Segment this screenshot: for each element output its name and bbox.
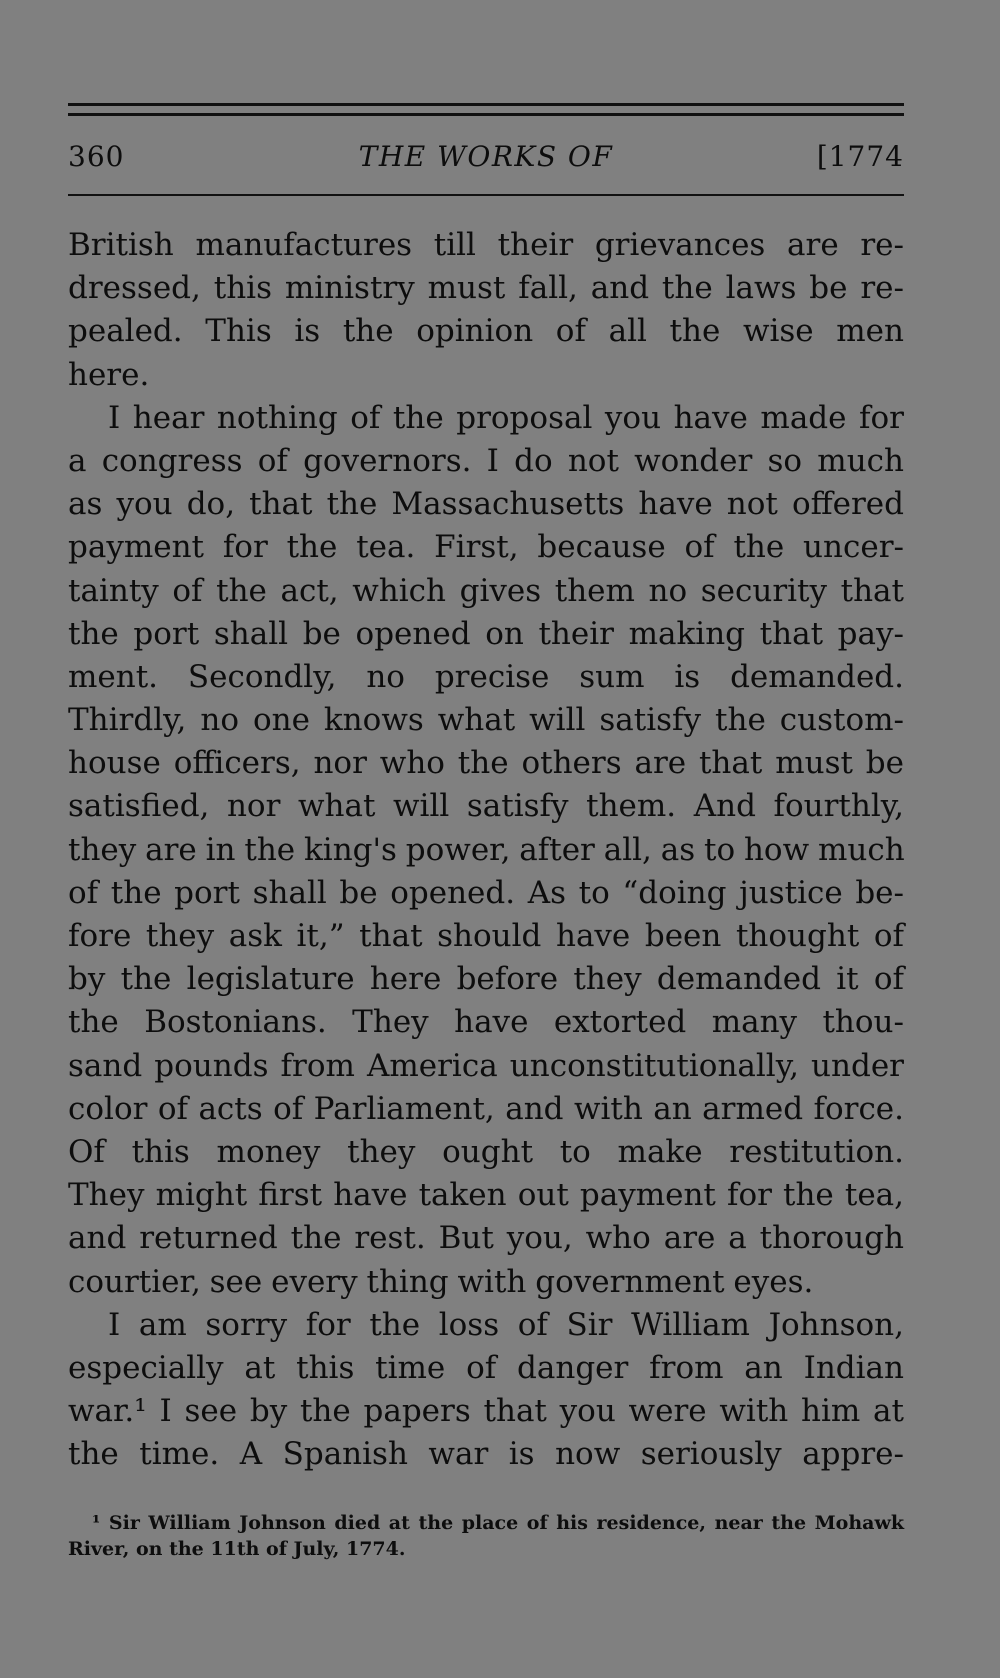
text-line: Of this money they ought to make restitution.: [68, 1133, 904, 1170]
running-title: THE WORKS OF: [358, 140, 614, 173]
text-line: color of acts of Parliament, and with an armed force.: [68, 1090, 904, 1127]
footnote-line: River, on the 11th of July, 1774.: [68, 1538, 406, 1560]
text-line: by the legislature here before they demanded it of: [68, 961, 904, 998]
text-line: courtier, see every thing with government eyes.: [68, 1263, 814, 1300]
text-line: sand pounds from America unconstitutionally, under: [68, 1047, 904, 1084]
text-line: payment for the tea. First, because of the uncer-: [68, 529, 904, 566]
text-line: the Bostonians. They have extorted many thou-: [68, 1004, 904, 1041]
text-line: dressed, this ministry must fall, and the laws be re-: [68, 270, 904, 307]
text-line: British manufactures till their grievances are re-: [68, 227, 904, 263]
text-line: of the port shall be opened. As to “doing justice be-: [68, 874, 904, 911]
header-underline-rule: [68, 194, 904, 196]
text-line: house officers, nor who the others are that must be: [68, 745, 904, 782]
text-line: the time. A Spanish war is now seriously appre-: [68, 1436, 904, 1473]
text-line: as you do, that the Massachusetts have not offered: [68, 486, 904, 523]
text-line: a congress of governors. I do not wonder so much: [68, 442, 904, 479]
header-double-rule-bottom: [68, 113, 904, 116]
text-line: Thirdly, no one knows what will satisfy the custom-: [68, 702, 904, 739]
body-text: [68, 224, 904, 1476]
text-line: They might first have taken out payment for the tea,: [68, 1177, 904, 1214]
text-line: war.¹ I see by the papers that you were with him at: [68, 1393, 904, 1430]
text-line: I am sorry for the loss of Sir William Johnson,: [108, 1306, 904, 1343]
text-line: they are in the king's power, after all, as to how much: [68, 831, 905, 868]
text-line: I hear nothing of the proposal you have made for: [108, 399, 904, 436]
text-line: the port shall be opened on their making that pay-: [68, 615, 904, 652]
running-header: [68, 140, 904, 180]
text-line: satisfied, nor what will satisfy them. And fourthly,: [68, 788, 904, 825]
page-number: 360: [68, 140, 125, 173]
header-year: [1774: [816, 140, 904, 173]
footnote: [68, 1510, 904, 1562]
text-line: and returned the rest. But you, who are a thorough: [68, 1220, 904, 1257]
header-double-rule-top: [68, 103, 904, 106]
text-line: ment. Secondly, no precise sum is demanded.: [68, 658, 904, 695]
text-line: pealed. This is the opinion of all the wise men: [68, 313, 904, 350]
text-line: here.: [68, 356, 150, 393]
text-line: fore they ask it,” that should have been thought of: [68, 918, 904, 954]
text-line: tainty of the act, which gives them no security that: [68, 572, 904, 609]
text-line: especially at this time of danger from an Indian: [68, 1349, 904, 1386]
footnote-line: ¹ Sir William Johnson died at the place of his residence, near the Mohawk: [92, 1512, 904, 1534]
